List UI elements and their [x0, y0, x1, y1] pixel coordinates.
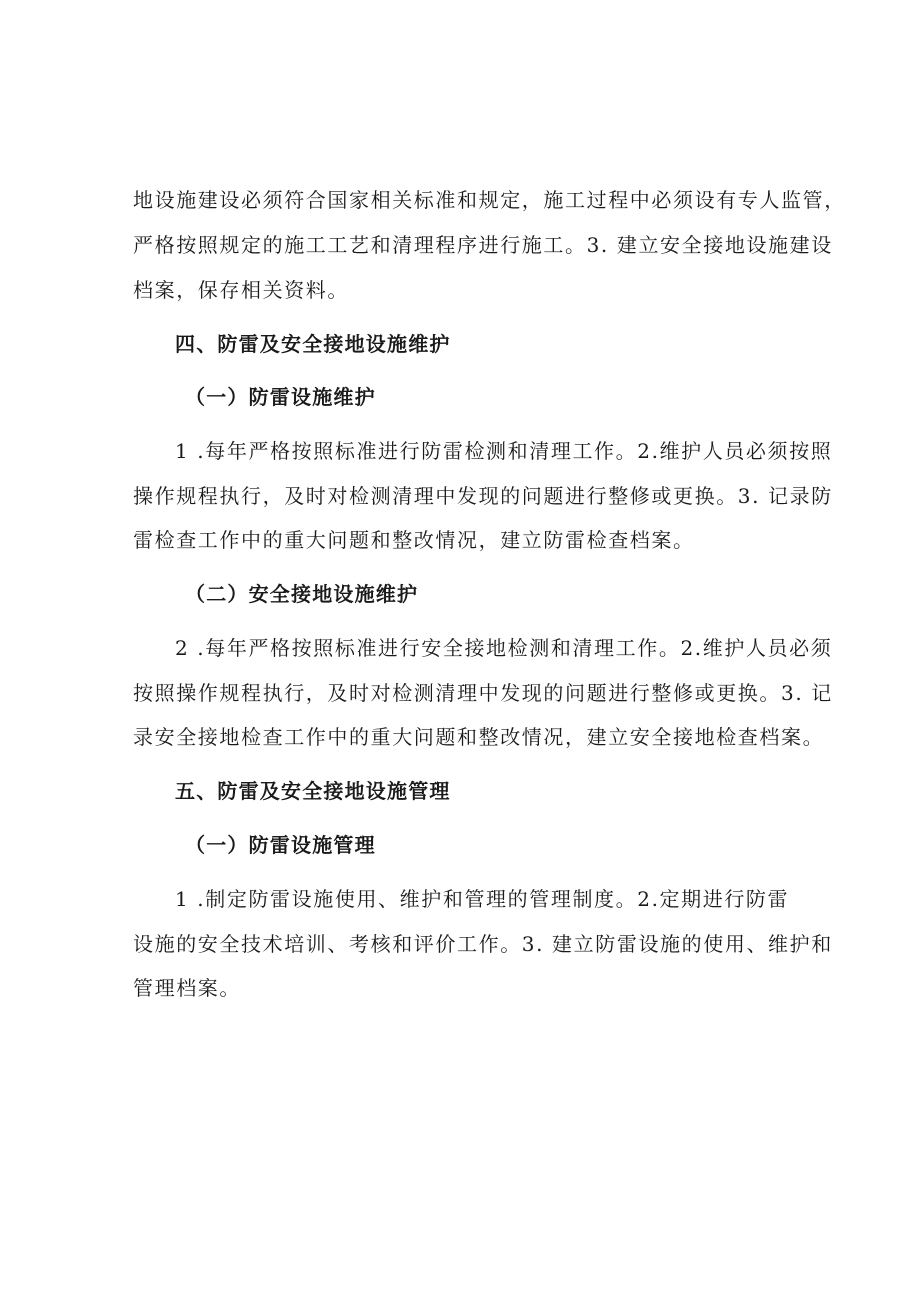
paragraph-line: 设施的安全技术培训、考核和评价工作。3. 建立防雷设施的使用、维护和	[133, 932, 833, 956]
paragraph-line: 1 .每年严格按照标准进行防雷检测和清理工作。2.维护人员必须按照	[175, 439, 833, 463]
paragraph-line: 1 .制定防雷设施使用、维护和管理的管理制度。2.定期进行防雷	[175, 887, 790, 911]
paragraph-line: 地设施建设必须符合国家相关标准和规定，施工过程中必须设有专人监管，	[133, 188, 846, 212]
paragraph-line: 严格按照规定的施工工艺和清理程序进行施工。3. 建立安全接地设施建设	[133, 233, 833, 257]
paragraph-line: 按照操作规程执行，及时对检测清理中发现的问题进行整修或更换。3. 记	[133, 681, 833, 705]
subsection-title: （一）防雷设施维护	[185, 385, 376, 409]
section-heading: 四、防雷及安全接地设施维护	[175, 332, 451, 356]
paragraph-line: 2 .每年严格按照标准进行安全接地检测和清理工作。2.维护人员必须	[175, 636, 833, 660]
paragraph-line: 操作规程执行，及时对检测清理中发现的问题进行整修或更换。3. 记录防	[133, 484, 833, 508]
paragraph-line: 雷检查工作中的重大问题和整改情况，建立防雷检查档案。	[133, 528, 695, 552]
paragraph-line: 档案，保存相关资料。	[133, 278, 349, 302]
subsection-title: （二）安全接地设施维护	[185, 582, 419, 606]
section-heading: 五、防雷及安全接地设施管理	[175, 779, 451, 803]
paragraph-line: 管理档案。	[133, 976, 241, 1000]
subsection-title: （一）防雷设施管理	[185, 833, 376, 857]
paragraph-line: 录安全接地检查工作中的重大问题和整改情况，建立安全接地检查档案。	[133, 725, 825, 749]
